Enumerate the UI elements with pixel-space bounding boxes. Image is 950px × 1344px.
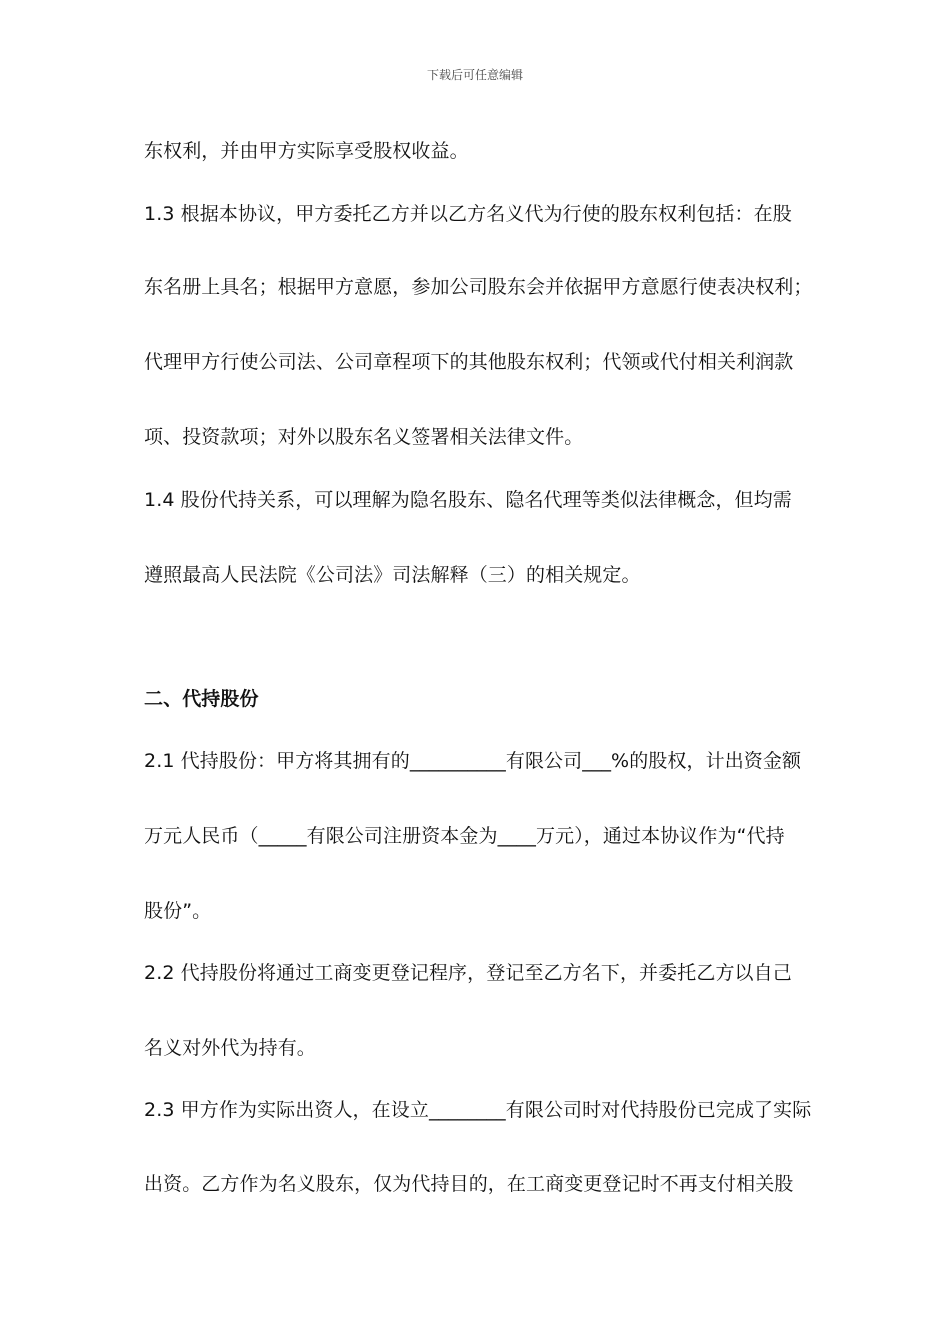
section-heading: 二、代持股份: [144, 688, 259, 710]
paragraph-line: 万元人民币（_____有限公司注册资本金为____万元），通过本协议作为“代持: [144, 825, 785, 847]
paragraph-line: 代理甲方行使公司法、公司章程项下的其他股东权利；代领或代付相关利润款: [144, 351, 794, 373]
page-header-note: 下载后可任意编辑: [426, 68, 523, 82]
paragraph-line: 东权利，并由甲方实际享受股权收益。: [144, 140, 469, 162]
paragraph-line: 2.3 甲方作为实际出资人，在设立________有限公司时对代持股份已完成了实际: [144, 1099, 812, 1121]
paragraph-line: 项、投资款项；对外以股东名义签署相关法律文件。: [144, 426, 584, 448]
paragraph-line: 遵照最高人民法院《公司法》司法解释（三）的相关规定。: [144, 564, 641, 586]
paragraph-line: 1.3 根据本协议，甲方委托乙方并以乙方名义代为行使的股东权利包括：在股: [144, 203, 792, 225]
paragraph-line: 出资。乙方作为名义股东，仅为代持目的，在工商变更登记时不再支付相关股: [144, 1173, 794, 1195]
paragraph-line: 1.4 股份代持关系，可以理解为隐名股东、隐名代理等类似法律概念，但均需: [144, 489, 792, 511]
paragraph-line: 东名册上具名；根据甲方意愿，参加公司股东会并依据甲方意愿行使表决权利；: [144, 276, 813, 298]
paragraph-line: 2.2 代持股份将通过工商变更登记程序，登记至乙方名下，并委托乙方以自己: [144, 962, 792, 984]
paragraph-line: 2.1 代持股份：甲方将其拥有的__________有限公司___%的股权，计出资金额: [144, 750, 802, 772]
paragraph-line: 名义对外代为持有。: [144, 1037, 316, 1059]
paragraph-line: 股份”。: [144, 900, 212, 922]
